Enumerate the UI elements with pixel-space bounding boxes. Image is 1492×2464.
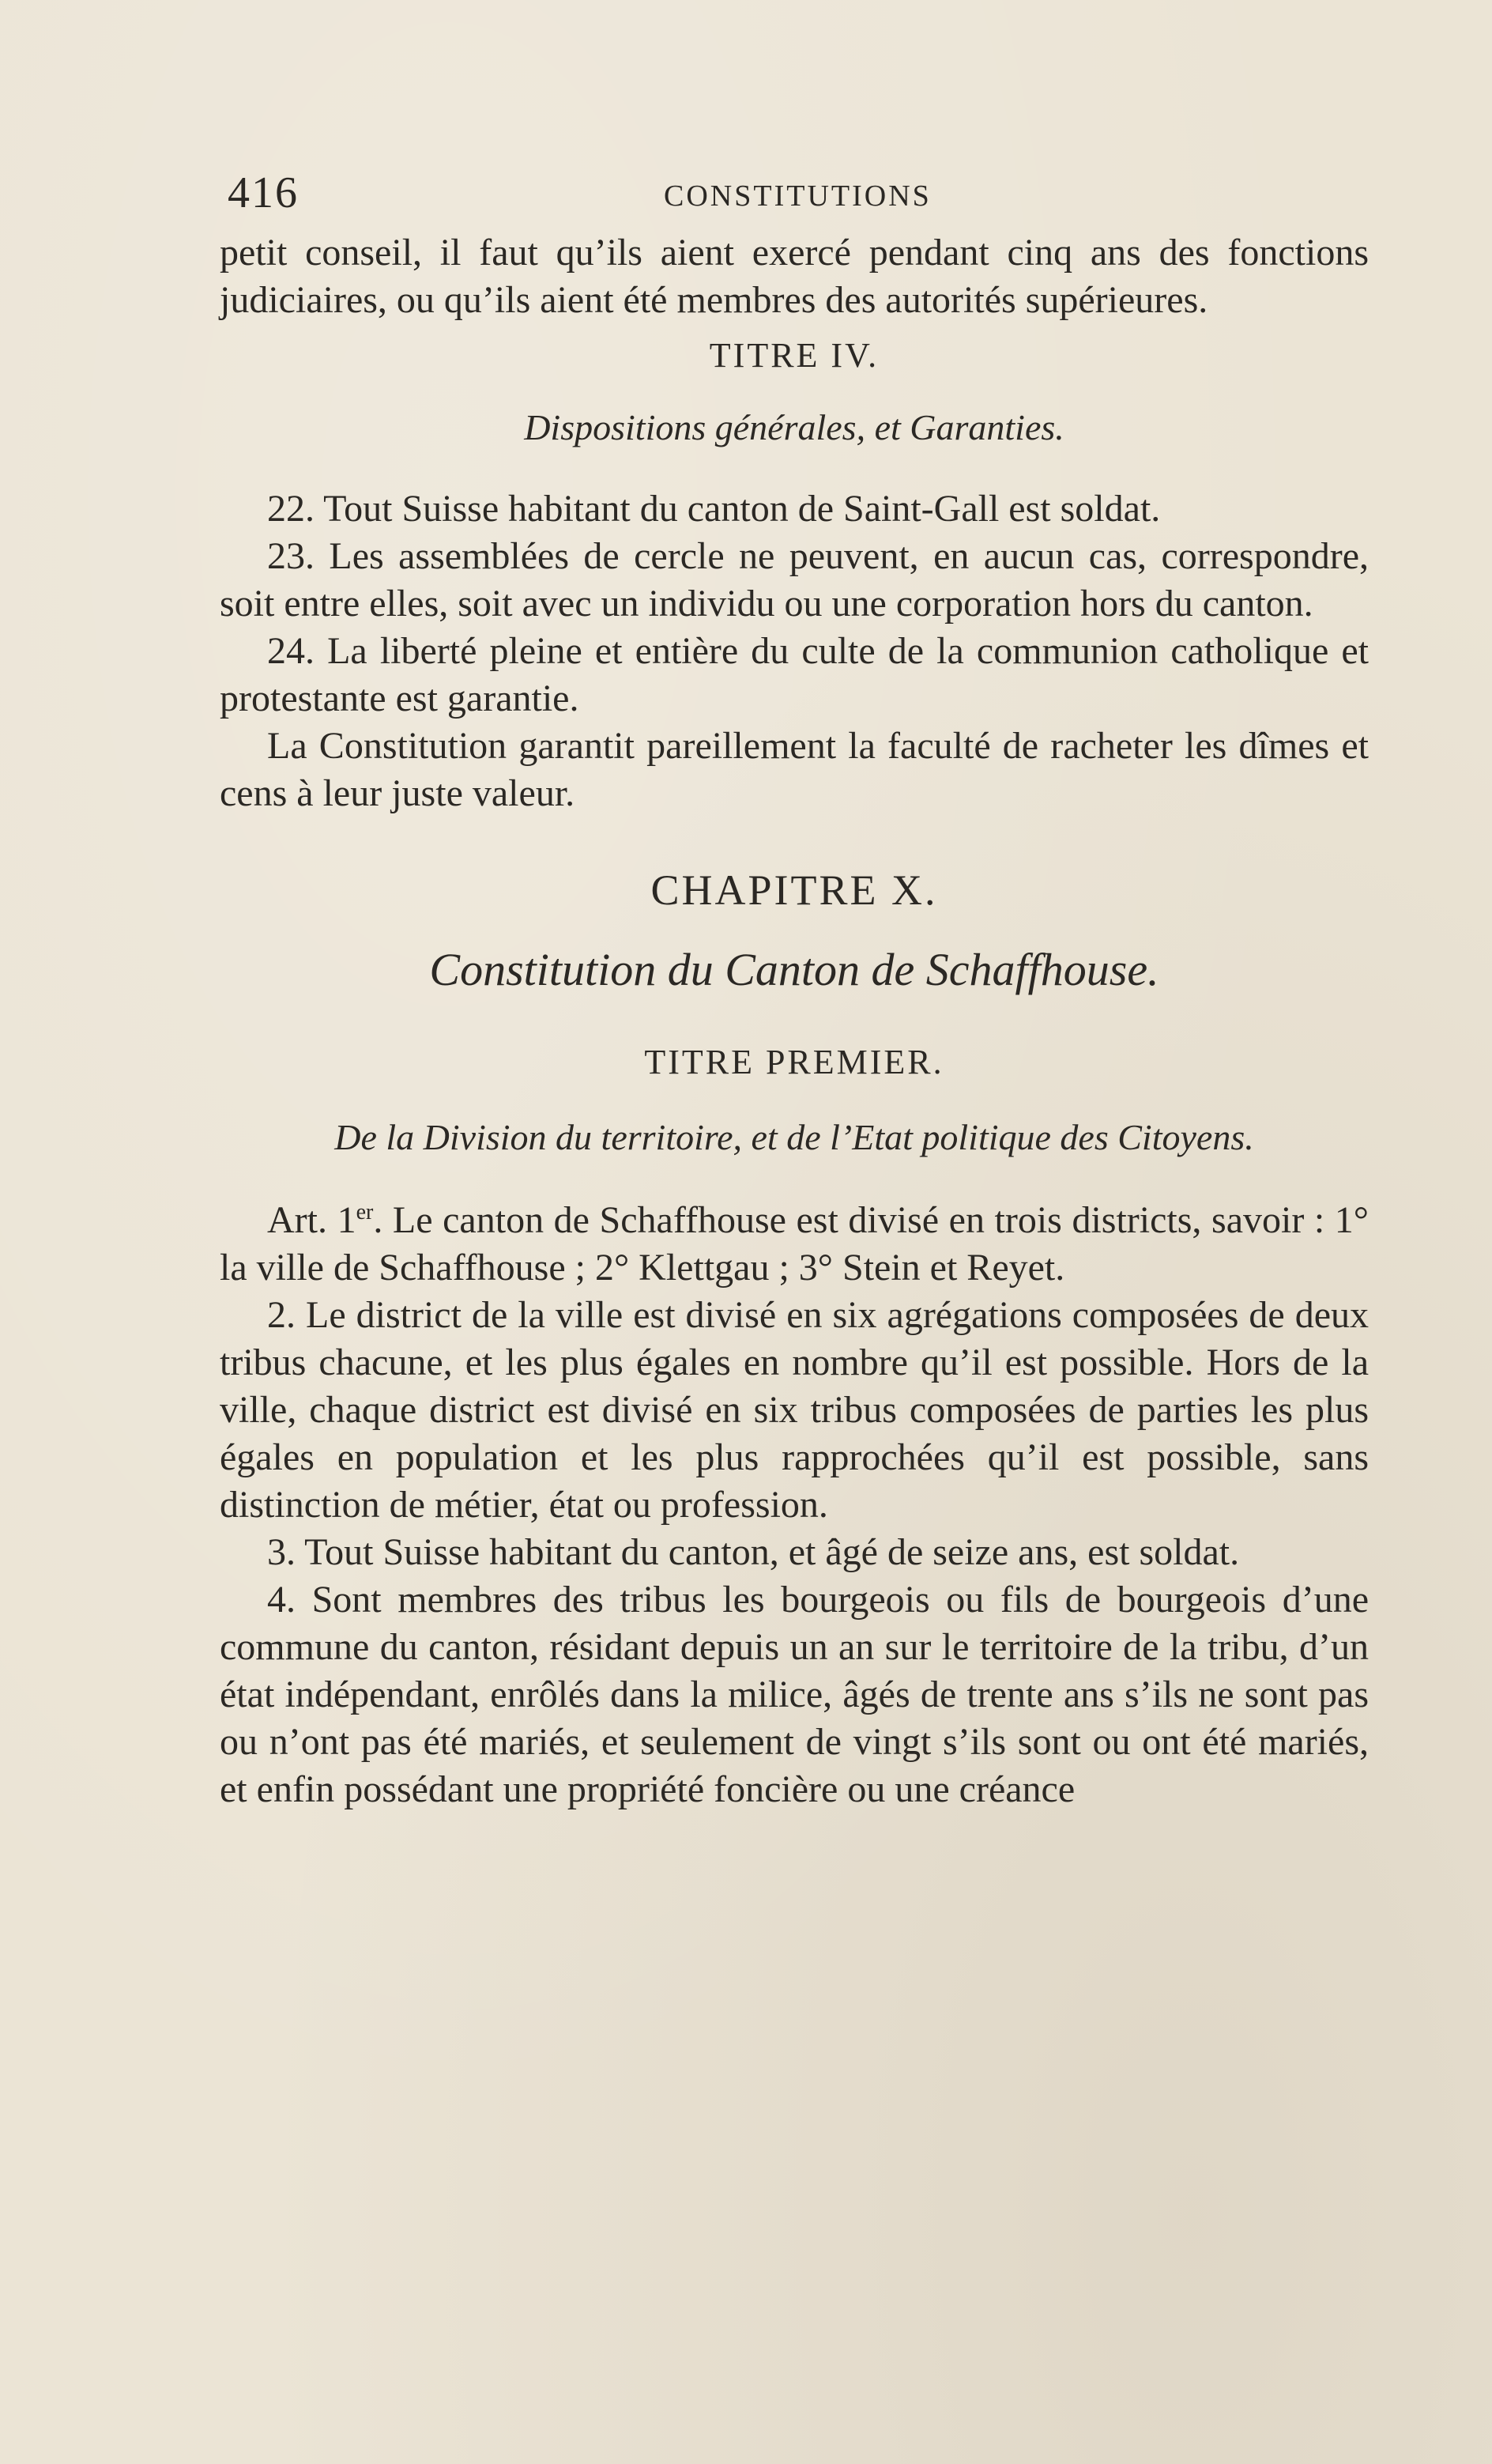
titre-premier-subtitle: De la Division du territoire, et de l’Etat politique des Citoyens.: [334, 1117, 1254, 1157]
titre-iv-heading: TITRE IV.: [709, 336, 880, 375]
page-body: [220, 229, 1369, 1813]
running-head: CONSTITUTIONS: [664, 179, 932, 213]
article-2: 2. Le district de la ville est divisé en six agrégations composées de deux tribus chacune, et les plus égales en nombre qu’il est possible. Hors de la ville, chaque district est divisé en six tribus composées de parties les plus égales en population et les plus rapprochées qu’il est possible, sans distinction de métier, état ou profession.: [220, 1294, 1369, 1526]
titre-premier-heading: TITRE PREMIER.: [644, 1043, 944, 1081]
article-22: 22. Tout Suisse habitant du canton de Saint-Gall est soldat.: [267, 488, 1161, 530]
page-number: 416: [228, 168, 299, 217]
article-24-continuation: La Constitution garantit pareillement la faculté de racheter les dîmes et cens à leur juste valeur.: [220, 725, 1369, 814]
article-1-prefix: Art. 1: [267, 1199, 356, 1241]
chapter-heading: CHAPITRE X.: [650, 866, 938, 914]
article-3: 3. Tout Suisse habitant du canton, et âgé de seize ans, est soldat.: [267, 1531, 1240, 1573]
article-23: 23. Les assemblées de cercle ne peuvent, en aucun cas, correspondre, soit entre elles, soit avec un individu ou une corporation hors du canton.: [220, 535, 1369, 624]
chapter-title: Constitution du Canton de Schaffhouse.: [429, 944, 1159, 995]
titre-iv-subtitle: Dispositions générales, et Garanties.: [524, 407, 1064, 447]
continuation-paragraph: petit conseil, il faut qu’ils aient exercé pendant cinq ans des fonctions judiciaires, ou qu’ils aient été membres des autorités supérieures.: [220, 232, 1369, 321]
article-1-text: . Le canton de Schaffhouse est divisé en trois districts, savoir : 1° la ville de Schaffhouse ; 2° Klettgau ; 3° Stein et Reyet.: [220, 1199, 1370, 1289]
article-1-superscript: er: [356, 1200, 374, 1224]
article-24: 24. La liberté pleine et entière du culte de la communion catholique et protestante est garantie.: [220, 630, 1369, 719]
article-4: 4. Sont membres des tribus les bourgeois ou fils de bourgeois d’une commune du canton, résidant depuis un an sur le territoire de la tribu, d’un état indépendant, enrôlés dans la milice, âgés de trente ans s’ils ne sont pas ou n’ont pas été mariés, et seulement de vingt s’ils sont ou ont été mariés, et enfin possédant une propriété foncière ou une créance: [220, 1579, 1369, 1810]
article-1: [220, 1197, 1369, 1292]
page-header: [228, 168, 1366, 223]
